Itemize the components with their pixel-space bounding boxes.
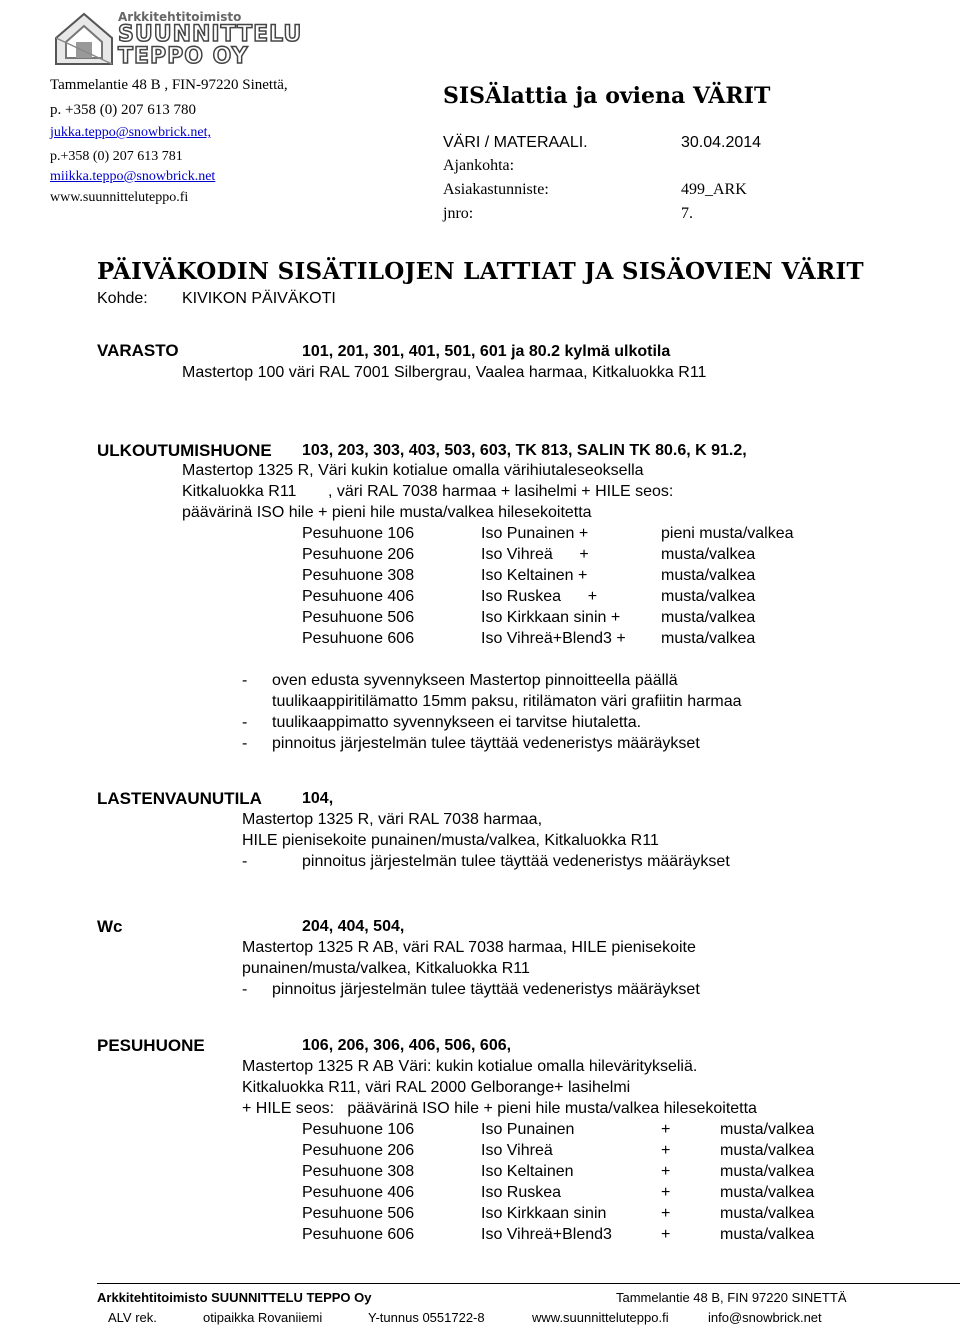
- bullet-text: tuulikaappiritilämatto 15mm paksu, ritilämaton väri grafiitin harmaa: [272, 693, 742, 710]
- room-cell: Pesuhuone 308: [302, 567, 415, 584]
- footer-otipaikka: otipaikka Rovaniiemi: [203, 1310, 323, 1325]
- logo-line-1: Arkkitehtitoimisto: [118, 10, 242, 24]
- room-cell: Pesuhuone 606: [302, 630, 415, 647]
- contact-website: www.suunnitteluteppo.fi: [50, 190, 189, 205]
- plus-cell: +: [661, 1205, 671, 1222]
- wc-dash: -: [242, 981, 248, 998]
- mix-cell: musta/valkea: [720, 1226, 815, 1243]
- room-cell: Pesuhuone 506: [302, 609, 415, 626]
- wc-rooms: 204, 404, 504,: [302, 918, 405, 935]
- document-title: PÄIVÄKODIN SISÄTILOJEN LATTIAT JA SISÄOVIEN VÄRIT: [97, 258, 864, 285]
- plus-cell: +: [661, 1142, 671, 1159]
- contact-email-2[interactable]: miikka.teppo@snowbrick.net: [50, 169, 216, 184]
- varasto-heading: VARASTO: [97, 341, 179, 360]
- footer-divider: [97, 1283, 960, 1284]
- plus-cell: +: [661, 1121, 671, 1138]
- bullet-text: pinnoitus järjestelmän tulee täyttää vedeneristys määräykset: [272, 735, 700, 752]
- plus-cell: +: [661, 1184, 671, 1201]
- meta-label-4: jnro:: [443, 205, 474, 222]
- color-cell: Iso Vihreä: [481, 1142, 553, 1159]
- room-cell: Pesuhuone 206: [302, 1142, 415, 1159]
- lastenvaunu-spec-3: pinnoitus järjestelmän tulee täyttää vedeneristys määräykset: [302, 853, 730, 870]
- bullet-text: oven edusta syvennykseen Mastertop pinnoitteella päällä: [272, 672, 678, 689]
- mix-cell: musta/valkea: [720, 1163, 815, 1180]
- room-cell: Pesuhuone 406: [302, 588, 415, 605]
- mix-cell: musta/valkea: [720, 1205, 815, 1222]
- lastenvaunu-spec-1: Mastertop 1325 R, väri RAL 7038 harmaa,: [242, 811, 543, 828]
- mix-cell: musta/valkea: [661, 567, 756, 584]
- bullet-dash: -: [242, 735, 248, 752]
- bullet-dash: -: [242, 672, 248, 689]
- header-title: SISÄlattia ja oviena VÄRIT: [443, 83, 771, 109]
- bullet-dash: -: [242, 714, 248, 731]
- wc-spec-1: Mastertop 1325 R AB, väri RAL 7038 harmaa, HILE pienisekoite: [242, 939, 696, 956]
- mix-cell: musta/valkea: [720, 1142, 815, 1159]
- room-cell: Pesuhuone 106: [302, 1121, 415, 1138]
- room-cell: Pesuhuone 606: [302, 1226, 415, 1243]
- color-cell: Iso Ruskea +: [481, 588, 598, 605]
- color-cell: Iso Keltainen +: [481, 567, 588, 584]
- ulkoutumis-spec-2a: Kitkaluokka R11: [182, 483, 297, 500]
- mix-cell: musta/valkea: [661, 609, 756, 626]
- ulkoutumis-heading: ULKOUTUMISHUONE: [97, 441, 272, 460]
- mix-cell: musta/valkea: [720, 1184, 815, 1201]
- kohde-value: KIVIKON PÄIVÄKOTI: [182, 290, 336, 307]
- footer-website: www.suunnitteluteppo.fi: [532, 1310, 669, 1325]
- footer-email: info@snowbrick.net: [708, 1310, 822, 1325]
- color-cell: Iso Vihreä+Blend3 +: [481, 630, 626, 647]
- plus-cell: +: [661, 1163, 671, 1180]
- varasto-spec: Mastertop 100 väri RAL 7001 Silbergrau, Vaalea harmaa, Kitkaluokka R11: [182, 364, 707, 381]
- lastenvaunu-heading: LASTENVAUNUTILA: [97, 789, 262, 808]
- bullet-text: tuulikaappimatto syvennykseen ei tarvitse hiutaletta.: [272, 714, 642, 731]
- pesuhuone-rooms: 106, 206, 306, 406, 506, 606,: [302, 1037, 512, 1054]
- logo-line-2: SUUNNITTELU: [118, 22, 303, 47]
- color-cell: Iso Punainen: [481, 1121, 575, 1138]
- room-cell: Pesuhuone 506: [302, 1205, 415, 1222]
- contact-line-2: p. +358 (0) 207 613 780: [50, 102, 196, 118]
- meta-value-1: 30.04.2014: [681, 134, 762, 151]
- plus-cell: +: [661, 1226, 671, 1243]
- color-cell: Iso Keltainen: [481, 1163, 574, 1180]
- company-logo: [52, 8, 302, 68]
- room-cell: Pesuhuone 406: [302, 1184, 415, 1201]
- footer-address: Tammelantie 48 B, FIN 97220 SINETTÄ: [616, 1290, 847, 1305]
- color-cell: Iso Ruskea: [481, 1184, 562, 1201]
- ulkoutumis-spec-3: päävärinä ISO hile + pieni hile musta/valkea hilesekoitetta: [182, 504, 592, 521]
- ulkoutumis-spec-1: Mastertop 1325 R, Väri kukin kotialue omalla värihiutaleseoksella: [182, 462, 644, 479]
- ulkoutumis-rooms: 103, 203, 303, 403, 503, 603, TK 813, SALIN TK 80.6, K 91.2,: [302, 442, 747, 459]
- pesuhuone-spec-1: Mastertop 1325 R AB Väri: kukin kotialue omalla hileväritykseliä.: [242, 1058, 698, 1075]
- kohde-label: Kohde:: [97, 290, 148, 307]
- lastenvaunu-dash: -: [242, 853, 248, 870]
- wc-spec-2: punainen/musta/valkea, Kitkaluokka R11: [242, 960, 530, 977]
- room-cell: Pesuhuone 106: [302, 525, 415, 542]
- footer-alv: ALV rek.: [108, 1310, 157, 1325]
- ulkoutumis-spec-2b: , väri RAL 7038 harmaa + lasihelmi + HILE seos:: [328, 483, 674, 500]
- pesuhuone-spec-3: + HILE seos: päävärinä ISO hile + pieni hile musta/valkea hilesekoitetta: [242, 1100, 757, 1117]
- contact-email-1[interactable]: jukka.teppo@snowbrick.net,: [50, 125, 212, 140]
- wc-heading: Wc: [97, 917, 123, 936]
- logo-house-icon: [52, 8, 116, 68]
- contact-line-1: Tammelantie 48 B , FIN-97220 Sinettä,: [50, 77, 288, 93]
- meta-label-2: Ajankohta:: [443, 157, 515, 174]
- footer-company: Arkkitehtitoimisto SUUNNITTELU TEPPO Oy: [97, 1290, 372, 1305]
- wc-spec-3: pinnoitus järjestelmän tulee täyttää vedeneristys määräykset: [272, 981, 700, 998]
- meta-value-4: 7.: [681, 205, 693, 222]
- meta-value-3: 499_ARK: [681, 181, 747, 198]
- logo-line-3: TEPPO OY: [118, 44, 249, 69]
- room-cell: Pesuhuone 308: [302, 1163, 415, 1180]
- color-cell: Iso Punainen +: [481, 525, 589, 542]
- meta-label-1: VÄRI / MATERAALI.: [443, 134, 588, 151]
- color-cell: Iso Vihreä +: [481, 546, 589, 563]
- color-cell: Iso Vihreä+Blend3: [481, 1226, 612, 1243]
- room-cell: Pesuhuone 206: [302, 546, 415, 563]
- mix-cell: musta/valkea: [720, 1121, 815, 1138]
- color-cell: Iso Kirkkaan sinin: [481, 1205, 607, 1222]
- meta-label-3: Asiakastunniste:: [443, 181, 549, 198]
- lastenvaunu-rooms: 104,: [302, 790, 334, 807]
- lastenvaunu-spec-2: HILE pienisekoite punainen/musta/valkea, Kitkaluokka R11: [242, 832, 659, 849]
- pesuhuone-heading: PESUHUONE: [97, 1036, 205, 1055]
- mix-cell: pieni musta/valkea: [661, 525, 794, 542]
- mix-cell: musta/valkea: [661, 630, 756, 647]
- varasto-rooms: 101, 201, 301, 401, 501, 601 ja 80.2 kylmä ulkotila: [302, 343, 671, 360]
- color-cell: Iso Kirkkaan sinin +: [481, 609, 621, 626]
- pesuhuone-spec-2: Kitkaluokka R11, väri RAL 2000 Gelborange+ lasihelmi: [242, 1079, 631, 1096]
- mix-cell: musta/valkea: [661, 546, 756, 563]
- footer-ytunnus: Y-tunnus 0551722-8: [368, 1310, 485, 1325]
- mix-cell: musta/valkea: [661, 588, 756, 605]
- contact-line-4: p.+358 (0) 207 613 781: [50, 149, 183, 164]
